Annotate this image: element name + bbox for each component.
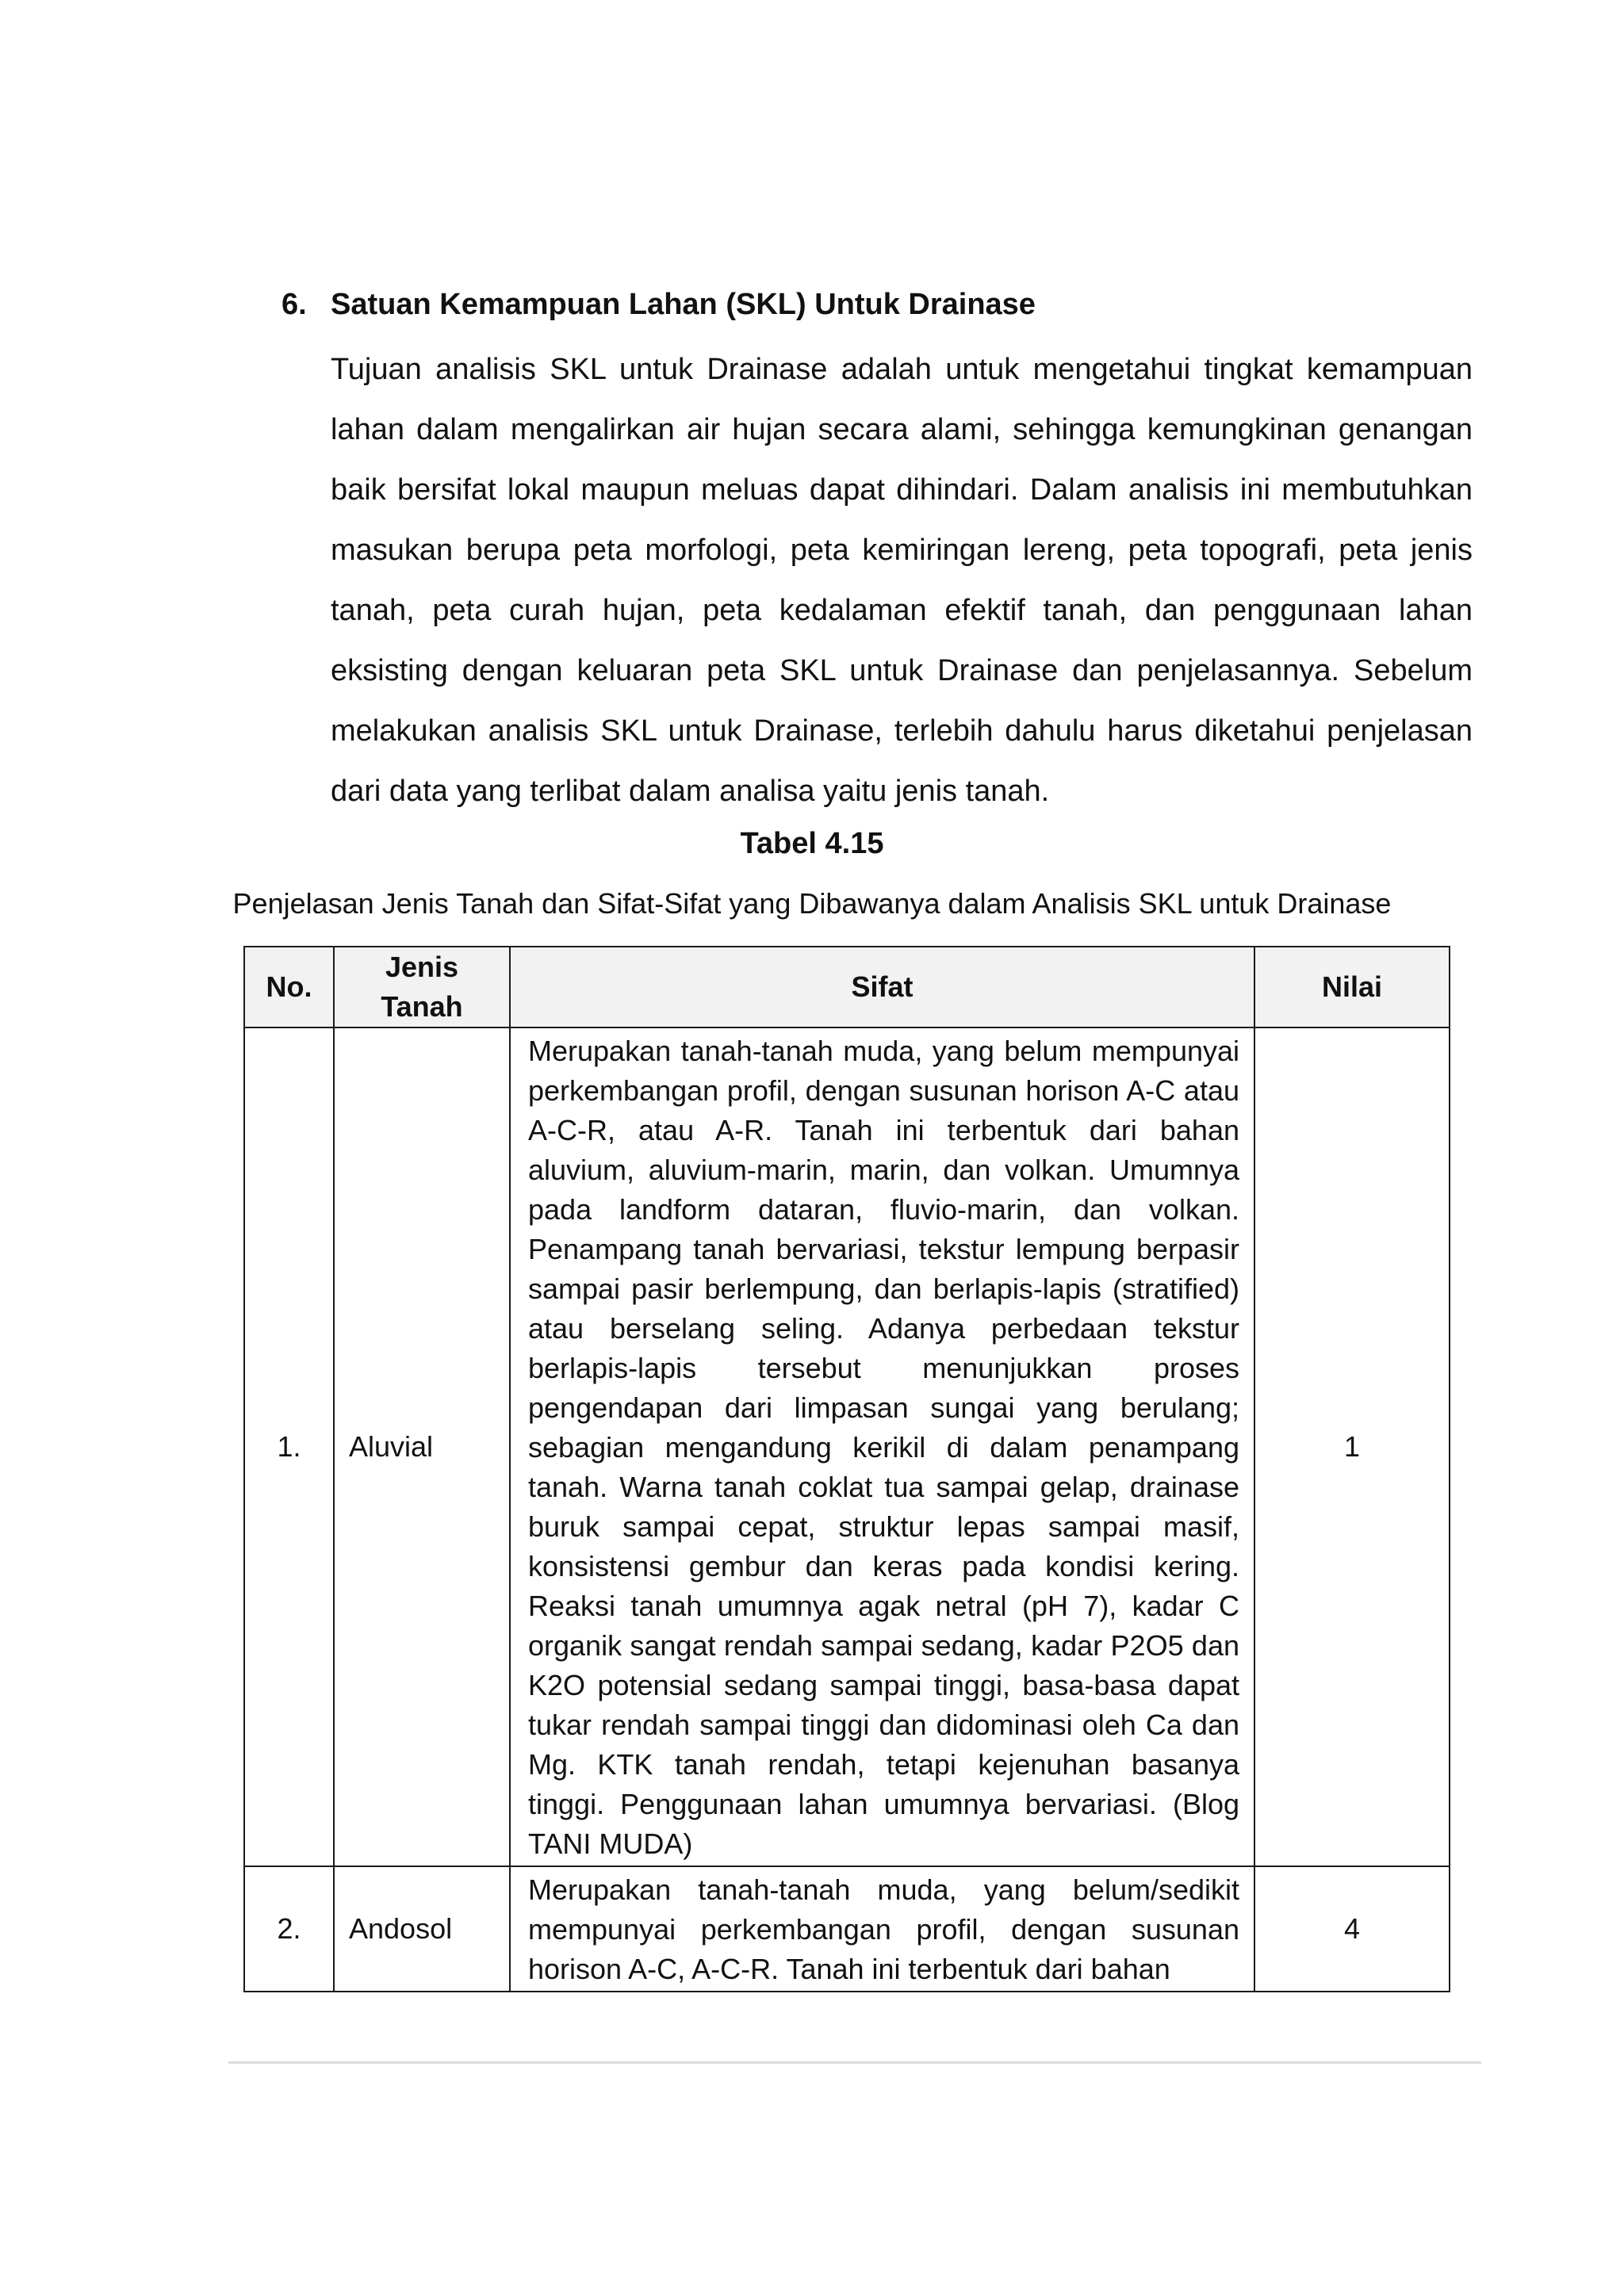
table-header-row: [244, 947, 1450, 1027]
cell-no: 1.: [244, 1027, 334, 1866]
section-title: Satuan Kemampuan Lahan (SKL) Untuk Drainase: [331, 288, 1036, 321]
table-row: [244, 1866, 1450, 1992]
cell-jenis-tanah: Andosol: [334, 1866, 510, 1992]
header-nilai: Nilai: [1254, 947, 1450, 1027]
cell-nilai: 1: [1254, 1027, 1450, 1866]
intro-paragraph: Tujuan analisis SKL untuk Drainase adalah untuk mengetahui tingkat kemampuan lahan dalam mengalirkan air hujan secara alami, sehingga kemungkinan genangan baik bersifat lokal maupun meluas dapat dihindari. Dalam analisis ini membutuhkan masukan berupa peta morfologi, peta kemiringan lereng, peta topografi, peta jenis tanah, peta curah hujan, peta kedalaman efektif tanah, dan penggunaan lahan eksisting dengan keluaran peta SKL untuk Drainase dan penjelasannya. Sebelum melakukan analisis SKL untuk Drainase, terlebih dahulu harus diketahui penjelasan dari data yang terlibat dalam analisa yaitu jenis tanah.: [331, 353, 1473, 808]
cell-nilai: 4: [1254, 1866, 1450, 1992]
header-jenis-tanah: Jenis Tanah: [334, 947, 510, 1027]
table-caption: Penjelasan Jenis Tanah dan Sifat-Sifat yang Dibawanya dalam Analisis SKL untuk Drainase: [232, 887, 1392, 920]
section-number: 6.: [282, 288, 307, 321]
cell-jenis-tanah: Aluvial: [334, 1027, 510, 1866]
footer-divider: [228, 2061, 1481, 2064]
table-label: Tabel 4.15: [740, 827, 884, 860]
section-heading: [282, 285, 1036, 323]
cell-no: 2.: [244, 1866, 334, 1992]
header-no: No.: [244, 947, 334, 1027]
cell-sifat: Merupakan tanah-tanah muda, yang belum/sedikit mempunyai perkembangan profil, dengan susunan horison A-C, A-C-R. Tanah ini terbentuk dari bahan: [510, 1866, 1254, 1992]
soil-type-table: [243, 946, 1450, 1992]
header-sifat: Sifat: [510, 947, 1254, 1027]
table-row: [244, 1027, 1450, 1866]
cell-sifat: Merupakan tanah-tanah muda, yang belum mempunyai perkembangan profil, dengan susunan horison A-C atau A-C-R, atau A-R. Tanah ini terbentuk dari bahan aluvium, aluvium-marin, marin, dan volkan. Umumnya pada landform dataran, fluvio-marin, dan volkan. Penampang tanah bervariasi, tekstur lempung berpasir sampai pasir berlempung, dan berlapis-lapis (stratified) atau berselang seling. Adanya perbedaan tekstur berlapis-lapis tersebut menunjukkan proses pengendapan dari limpasan sungai yang berulang; sebagian mengandung kerikil di dalam penampang tanah. Warna tanah coklat tua sampai gelap, drainase buruk sampai cepat, struktur lepas sampai masif, konsistensi gembur dan keras pada kondisi kering. Reaksi tanah umumnya agak netral (pH 7), kadar C organik sangat rendah sampai sedang, kadar P2O5 dan K2O potensial sedang sampai tinggi, basa-basa dapat tukar rendah sampai tinggi dan didominasi oleh Ca dan Mg. KTK tanah rendah, tetapi kejenuhan basanya tinggi. Penggunaan lahan umumnya bervariasi. (Blog TANI MUDA): [510, 1027, 1254, 1866]
